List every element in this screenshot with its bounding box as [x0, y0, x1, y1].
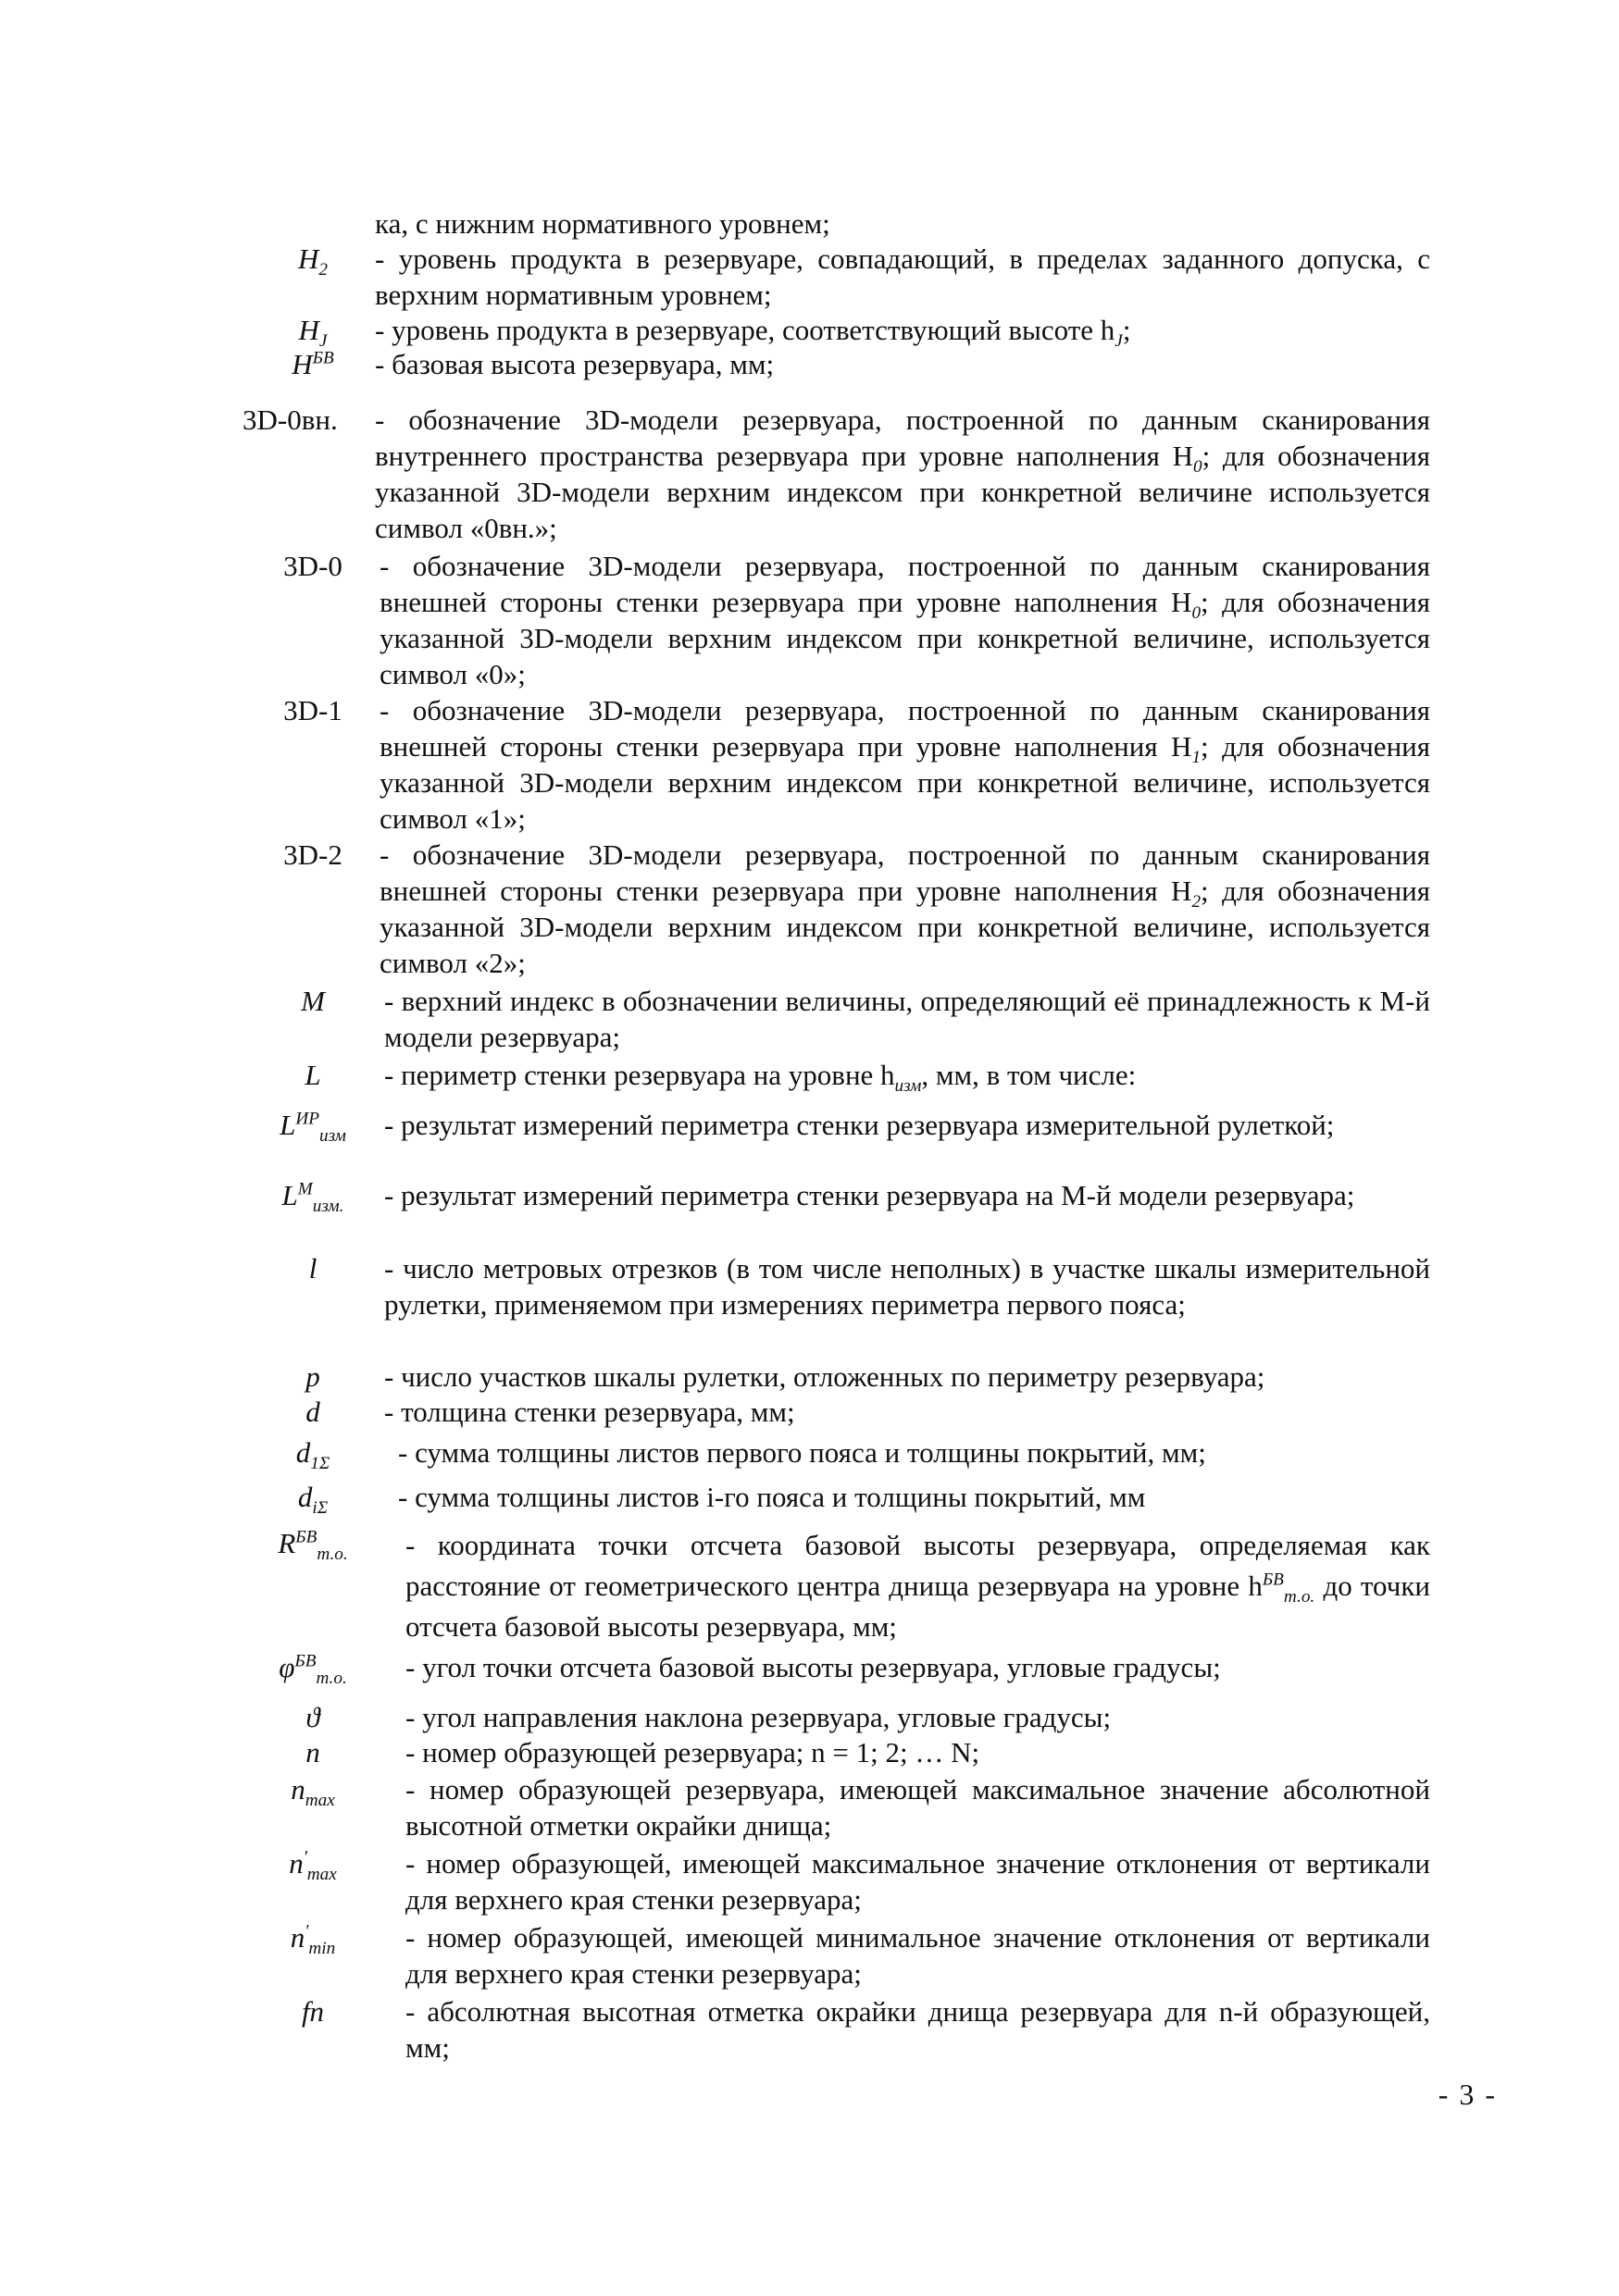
symbol: $d_{1\Sigma}$: [295, 1436, 330, 1474]
definition-text: - верхний индекс в обозначении величины, определяющий её принадлежность к M-й модели резервуара;: [384, 985, 1430, 1053]
symbol: $H_2$: [298, 242, 328, 280]
definition-text: - базовая высота резервуара, мм;: [375, 348, 775, 380]
definition-text: - число участков шкалы рулетки, отложенных по периметру резервуара;: [384, 1360, 1265, 1393]
symbol: $H_J$: [298, 314, 328, 352]
symbol: $n'_{min}$: [290, 1921, 336, 1959]
symbol: $d_{i\Sigma}$: [297, 1481, 329, 1519]
definition-text: - координата точки отсчета базовой высоты резервуара, определяемая как расстояние от геометрического центра днища резервуара на уровне $h^{БВ}_{т.о.}$ до точки отсчета базовой высоты резервуара, мм;: [405, 1529, 1430, 1643]
definition-text: - обозначение 3D-модели резервуара, построенной по данным сканирования внутреннего пространства резервуара при уровне наполнения $H_0$; для обозначения указанной 3D-модели верхним индексом при конкретной величине используется символ «0вн.»;: [375, 403, 1431, 544]
definition-text: - сумма толщины листов i-го пояса и толщины покрытий, мм: [398, 1481, 1146, 1513]
symbol: $H^{БВ}$: [292, 348, 334, 380]
symbol: ϑ: [305, 1701, 320, 1733]
page-number: - 3 -: [1438, 2078, 1497, 2111]
symbol: $n'_{max}$: [289, 1847, 337, 1885]
symbol: 3D-1: [283, 694, 342, 726]
symbol: d: [305, 1396, 320, 1428]
definition-text: - номер образующей, имеющей минимальное значение отклонения от вертикали для верхнего края стенки резервуара;: [405, 1921, 1430, 1990]
definition-text: - уровень продукта в резервуаре, совпадающий, в пределах заданного допуска, с верхним нормативным уровнем;: [375, 242, 1430, 311]
symbol: $n_{max}$: [291, 1773, 335, 1811]
symbol: p: [305, 1360, 320, 1393]
symbol: $\varphi^{БВ}_{т.о.}$: [279, 1651, 347, 1689]
definition-text: - номер образующей резервуара, имеющей максимальное значение абсолютной высотной отметки окрайки днища;: [405, 1773, 1430, 1842]
symbol: $R^{БВ}_{т.о.}$: [278, 1527, 348, 1565]
definition-text: - результат измерений периметра стенки резервуара измерительной рулеткой;: [384, 1109, 1335, 1141]
definition-text: - обозначение 3D-модели резервуара, построенной по данным сканирования внешней стороны стенки резервуара при уровне наполнения $H_0$; для обозначения указанной 3D-модели верхним индексом при конкретной величине, используется символ «0»;: [380, 550, 1431, 690]
symbol: fn: [301, 1995, 325, 2028]
definition-text: ка, с нижним нормативного уровнем;: [375, 207, 830, 240]
definition-text: - число метровых отрезков (в том числе неполных) в участке шкалы измерительной рулетки, применяемом при измерениях периметра первого пояса;: [384, 1252, 1430, 1321]
symbol: M: [301, 985, 325, 1017]
definition-text: - обозначение 3D-модели резервуара, построенной по данным сканирования внешней стороны стенки резервуара при уровне наполнения $H_1$; для обозначения указанной 3D-модели верхним индексом при конкретной величине, используется символ «1»;: [380, 694, 1431, 835]
definition-text: - толщина стенки резервуара, мм;: [384, 1396, 795, 1428]
definition-text: - угол направления наклона резервуара, угловые градусы;: [405, 1701, 1112, 1733]
definition-text: - обозначение 3D-модели резервуара, построенной по данным сканирования внешней стороны стенки резервуара при уровне наполнения $H_2$; для обозначения указанной 3D-модели верхним индексом при конкретной величине, используется символ «2»;: [380, 838, 1431, 979]
symbol: L: [305, 1059, 321, 1091]
definition-text: - номер образующей, имеющей максимальное значение отклонения от вертикали для верхнего края стенки резервуара;: [405, 1847, 1430, 1916]
definition-text: - сумма толщины листов первого пояса и толщины покрытий, мм;: [398, 1436, 1206, 1469]
symbol: $L^M_{изм.}$: [281, 1179, 344, 1217]
definition-text: - уровень продукта в резервуаре, соответствующий высоте $h_J$;: [375, 314, 1131, 352]
symbol: 3D-2: [283, 838, 342, 871]
symbol: n: [305, 1736, 320, 1769]
definition-text: - результат измерений периметра стенки резервуара на M-й модели резервуара;: [384, 1179, 1355, 1211]
definition-text: - периметр стенки резервуара на уровне $h_{изм}$, мм, в том числе:: [384, 1059, 1137, 1097]
definition-text: - абсолютная высотная отметка окрайки днища резервуара для n-й образующей, мм;: [405, 1995, 1430, 2064]
definition-text: - номер образующей резервуара; n = 1; 2; … N;: [405, 1736, 980, 1769]
symbol: 3D-0: [283, 550, 342, 582]
definition-text: - угол точки отсчета базовой высоты резервуара, угловые градусы;: [405, 1651, 1221, 1683]
symbol: 3D-0вн.: [243, 403, 338, 436]
symbol: $L^{ИР}_{изм}$: [280, 1109, 346, 1147]
symbol: l: [308, 1252, 318, 1285]
